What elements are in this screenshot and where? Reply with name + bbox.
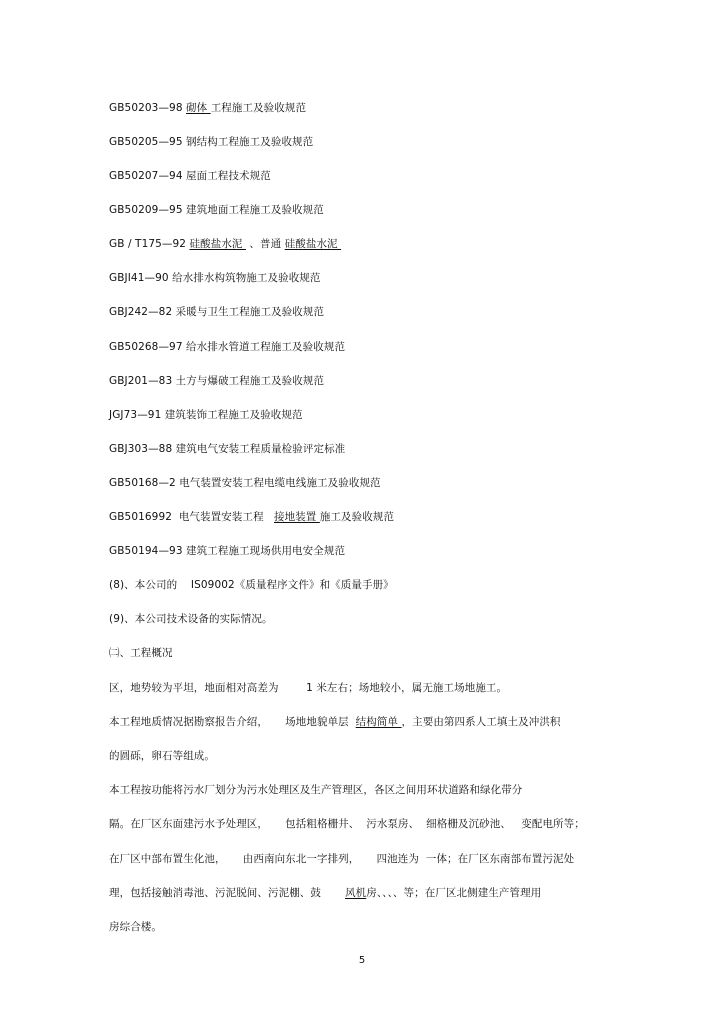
standard-gbj242: GBJ242—82 采暖与卫生工程施工及验收规范 (109, 306, 325, 318)
standard-code-text: GB50203—98 (109, 102, 187, 114)
underlined-term: 硅酸盐水泥 (284, 238, 342, 250)
item-9: (9)、本公司技术设备的实际情况。 (109, 613, 273, 625)
paragraph-line-3: 的圆砾，卵石等组成。 (109, 750, 215, 762)
standard-gb50194: GB50194—93 建筑工程施工现场供用电安全规范 (109, 545, 346, 557)
standard-gbj201: GBJ201—83 土方与爆破工程施工及验收规范 (109, 375, 325, 387)
paragraph-line-4: 本工程按功能将污水厂划分为污水处理区及生产管理区，各区之间用环状道路和绿化带分 (109, 784, 523, 796)
standard-gb50203 (109, 101, 306, 115)
underlined-term: 硅酸盐水泥 (189, 238, 246, 250)
underlined-term: 结构简单 (355, 716, 402, 728)
standard-gb50205: GB50205—95 钢结构工程施工及验收规范 (109, 136, 314, 148)
paragraph-line-2 (109, 715, 561, 729)
paragraph-text: 本工程地质情况据勘察报告介绍， 场地地貌单层 (109, 716, 356, 728)
section-heading: ㈡、工程概况 (109, 647, 173, 659)
standard-title-text: 工程施工及验收规范 (210, 102, 307, 114)
paragraph-text: ，主要由第四系人工填土及冲洪积 (401, 716, 561, 728)
paragraph-line-7 (109, 886, 541, 900)
paragraph-line-8: 房综合楼。 (109, 921, 162, 933)
standard-gbji41: GBJI41—90 给水排水构筑物施工及验收规范 (109, 272, 321, 284)
standard-jgj73: JGJ73—91 建筑装饰工程施工及验收规范 (109, 409, 303, 421)
standard-gb50207: GB50207—94 屋面工程技术规范 (109, 170, 271, 182)
item-8: (8)、本公司的 IS09002《质量程序文件》和《质量手册》 (109, 579, 394, 591)
underlined-term: 砌体 (186, 102, 211, 114)
standard-code-text: GB / T175—92 (109, 238, 190, 250)
page-number: 5 (358, 955, 366, 966)
paragraph-line-1: 区，地势较为平坦，地面相对高差为 1 米左右；场地较小，属无施工场地施工。 (109, 682, 508, 694)
paragraph-line-6: 在厂区中部布置生化池， 由西南向东北一字排列， 四池连为 一体；在厂区东南部布置污泥处 (109, 853, 575, 865)
standard-gbj303: GBJ303—88 建筑电气安装工程质量检验评定标准 (109, 443, 346, 455)
underlined-term: 风机 (345, 887, 367, 899)
standard-gb50268: GB50268—97 给水排水管道工程施工及验收规范 (109, 341, 346, 353)
paragraph-text: 房、、、、等；在厂区北侧建生产管理用 (366, 887, 542, 899)
standard-gb5016992 (109, 510, 394, 524)
paragraph-text: 理，包括接触消毒池、污泥脱间、污泥棚、鼓 (109, 887, 346, 899)
standard-code-text: GB5016992 电气装置安装工程 (109, 511, 274, 523)
underlined-term: 接地装置 (274, 511, 320, 523)
standard-gbt175 (109, 237, 341, 251)
standard-title-text: 施工及验收规范 (319, 511, 395, 523)
standard-title-text: 、普通 (245, 238, 285, 250)
standard-gb50168: GB50168—2 电气装置安装工程电缆电线施工及验收规范 (109, 477, 381, 489)
standard-gb50209: GB50209—95 建筑地面工程施工及验收规范 (109, 204, 324, 216)
paragraph-line-5: 隔。在厂区东面建污水予处理区， 包括粗格栅井、 污水泵房、 细格栅及沉砂池、 变配电所等； (109, 818, 585, 830)
